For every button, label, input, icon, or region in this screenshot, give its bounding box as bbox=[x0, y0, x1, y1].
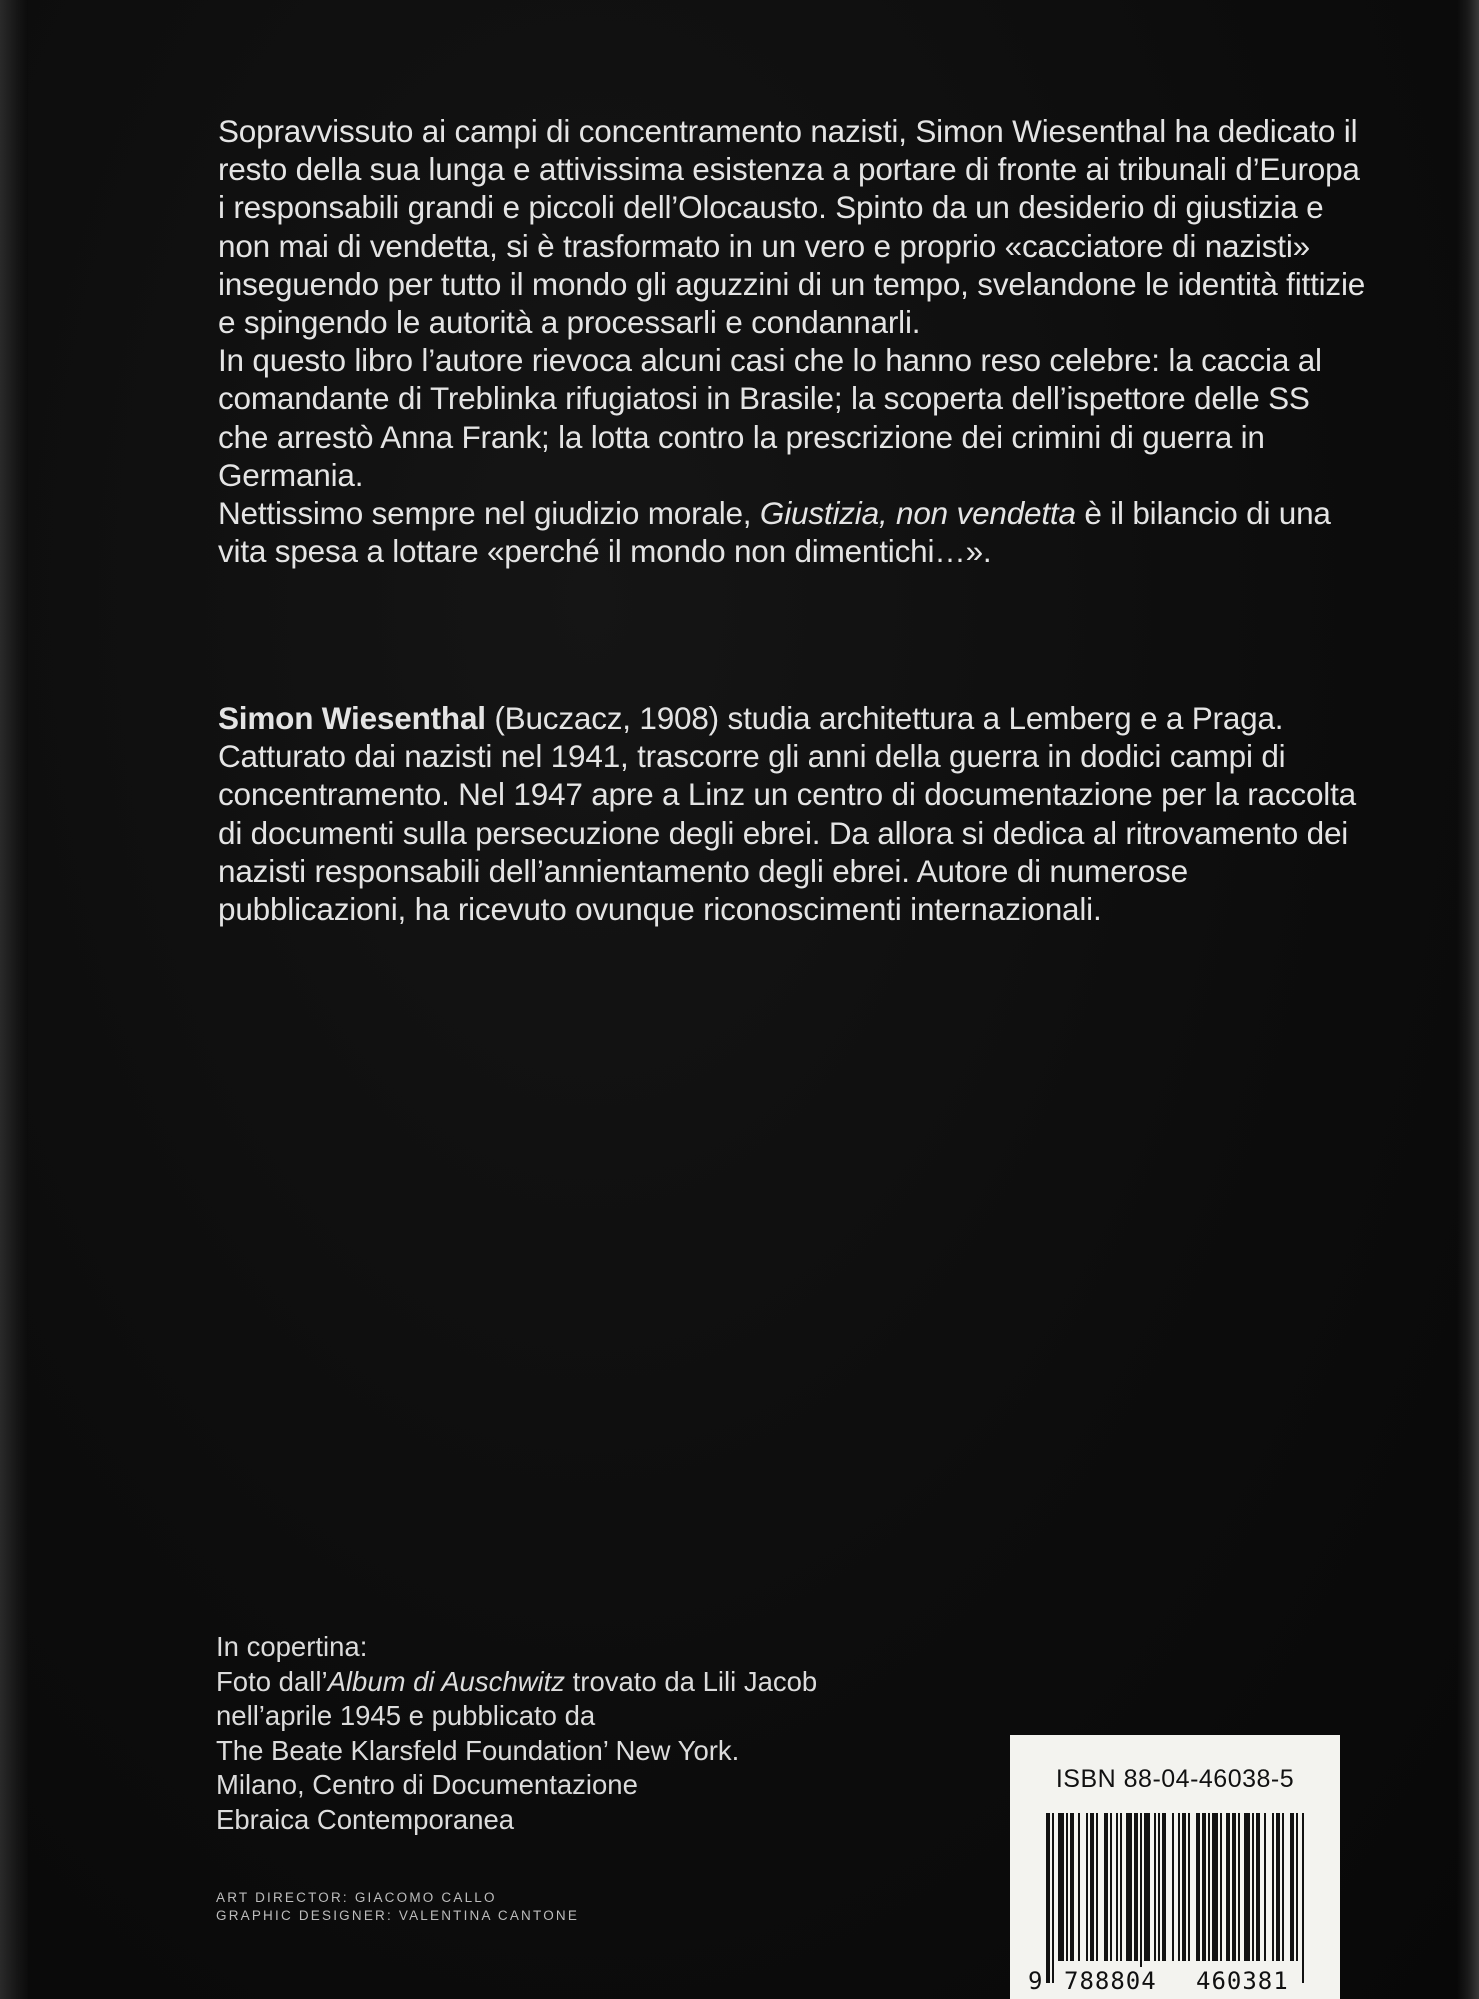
barcode-bar bbox=[1154, 1813, 1156, 1961]
barcode-bar bbox=[1302, 1813, 1304, 1983]
barcode-bar bbox=[1144, 1813, 1150, 1961]
barcode-bar bbox=[1134, 1813, 1138, 1961]
barcode-bar bbox=[1212, 1813, 1218, 1961]
cover-credit-line: The Beate Klarsfeld Foundation’ New York. bbox=[216, 1734, 740, 1766]
credit-text: Foto dall’ bbox=[216, 1665, 328, 1697]
barcode-bar bbox=[1158, 1813, 1160, 1961]
barcode-bar bbox=[1196, 1813, 1200, 1961]
design-credits bbox=[216, 1889, 579, 1925]
barcode-bar bbox=[1110, 1813, 1112, 1961]
book-title: Giustizia, non vendetta bbox=[759, 495, 1076, 532]
barcode-bar bbox=[1182, 1813, 1186, 1961]
isbn-number: ISBN 88-04-46038-5 bbox=[1055, 1765, 1295, 1793]
cover-credit-line: Ebraica Contemporanea bbox=[216, 1803, 515, 1835]
barcode-bar bbox=[1140, 1813, 1142, 1983]
cover-credit-line: nell’aprile 1945 e pubblicato da bbox=[216, 1700, 596, 1731]
barcode-bar bbox=[1078, 1813, 1080, 1961]
barcode-bar bbox=[1126, 1813, 1132, 1961]
barcode-bar bbox=[1232, 1813, 1236, 1961]
barcode-bar bbox=[1162, 1813, 1166, 1961]
isbn-label bbox=[1010, 1735, 1340, 1999]
author-bio bbox=[218, 699, 1368, 928]
barcode-bar bbox=[1208, 1813, 1210, 1961]
barcode-digit-group-right: 460381 bbox=[1196, 1967, 1289, 1995]
barcode-digit-group-left: 788804 bbox=[1064, 1967, 1157, 1995]
barcode-bar bbox=[1046, 1813, 1050, 1983]
cover-credit-heading: In copertina: bbox=[216, 1631, 368, 1662]
barcode-bar bbox=[1264, 1813, 1266, 1961]
barcode-bar bbox=[1096, 1813, 1098, 1961]
graphic-designer-credit: GRAPHIC DESIGNER: VALENTINA CANTONE bbox=[216, 1908, 580, 1923]
barcode-bar bbox=[1070, 1813, 1074, 1961]
barcode-bar bbox=[1276, 1813, 1280, 1961]
blurb-text: Nettissimo sempre nel giudizio morale, bbox=[218, 495, 760, 532]
credit-text: trovato da Lili Jacob bbox=[565, 1665, 818, 1697]
barcode-bar bbox=[1272, 1813, 1274, 1961]
bio-paragraph bbox=[218, 699, 1368, 928]
barcode-bar bbox=[1238, 1813, 1240, 1961]
art-director-credit: ART DIRECTOR: GIACOMO CALLO bbox=[216, 1890, 497, 1905]
barcode-bar bbox=[1256, 1813, 1260, 1961]
barcode-bar bbox=[1202, 1813, 1206, 1961]
barcode-bar bbox=[1058, 1813, 1064, 1961]
barcode-bar bbox=[1188, 1813, 1190, 1961]
barcode-digits bbox=[1028, 1961, 1328, 1999]
blurb-paragraph-1: Sopravvissuto ai campi di concentramento nazisti, Simon Wiesenthal ha dedicato il resto della sua lunga e attivissima esistenza a portare di fronte ai tribunali d’Europa i responsabili grandi e piccoli dell’Olocausto. Spinto da un desiderio di giustizia e non mai di vendetta, si è trasformato in un vero e proprio «cacciatore di nazisti» inseguendo per tutto il mondo gli aguzzini di un tempo, svelandone le identità fittizie e spingendo le autorità a processarli e condannarli. bbox=[218, 113, 1366, 341]
barcode-bar bbox=[1226, 1813, 1230, 1961]
barcode-bar bbox=[1090, 1813, 1094, 1961]
worn-right-edge bbox=[1457, 0, 1479, 1999]
barcode-bar bbox=[1116, 1813, 1118, 1961]
cover-credit-line: Milano, Centro di Documentazione bbox=[216, 1769, 638, 1800]
spine-edge bbox=[0, 0, 28, 1999]
barcode-bar bbox=[1178, 1813, 1180, 1961]
barcode-bar bbox=[1066, 1813, 1068, 1961]
barcode-icon bbox=[1046, 1813, 1304, 1983]
barcode-bar bbox=[1244, 1813, 1250, 1961]
barcode-bar bbox=[1120, 1813, 1122, 1961]
barcode-bar bbox=[1172, 1813, 1174, 1961]
blurb-text: è il bilancio di una vita spesa a lottare «perché il mondo non dimentichi…». bbox=[218, 495, 1331, 570]
barcode-bar bbox=[1252, 1813, 1254, 1961]
barcode-bar bbox=[1052, 1813, 1054, 1983]
blurb-paragraph-3 bbox=[218, 494, 1368, 570]
barcode-bar bbox=[1290, 1813, 1294, 1961]
blurb-paragraph-2: In questo libro l’autore rievoca alcuni casi che lo hanno reso celebre: la caccia al comandante di Treblinka rifugiatosi in Brasile; la scoperta dell’ispettore delle SS che arrestò Anna Frank; la lotta contro la prescrizione dei crimini di guerra in Germania. bbox=[218, 342, 1322, 493]
book-blurb bbox=[218, 112, 1368, 570]
cover-credit-line bbox=[216, 1665, 916, 1700]
barcode-bar bbox=[1104, 1813, 1108, 1961]
bio-text: (Buczacz, 1908) studia architettura a Lemberg e a Praga. Catturato dai nazisti nel 1941, trascorre gli anni della guerra in dodici campi di concentramento. Nel 1947 apre a Linz un centro di documentazione per la raccolta di documenti sulla persecuzione degli ebrei. Da allora si dedica al ritrovamento dei nazisti responsabili dell’annientamento degli ebrei. Autore di numerose pubblicazioni, ha ricevuto ovunque riconoscimenti internazionali. bbox=[218, 700, 1356, 928]
barcode-first-digit: 9 bbox=[1028, 1967, 1043, 1995]
cover-credit bbox=[216, 1630, 916, 1837]
album-title: Album di Auschwitz bbox=[327, 1665, 565, 1697]
author-name: Simon Wiesenthal bbox=[218, 700, 486, 736]
barcode-bar bbox=[1220, 1813, 1222, 1961]
barcode-bar bbox=[1296, 1813, 1298, 1961]
barcode-bar bbox=[1282, 1813, 1284, 1961]
barcode-bar bbox=[1086, 1813, 1088, 1961]
